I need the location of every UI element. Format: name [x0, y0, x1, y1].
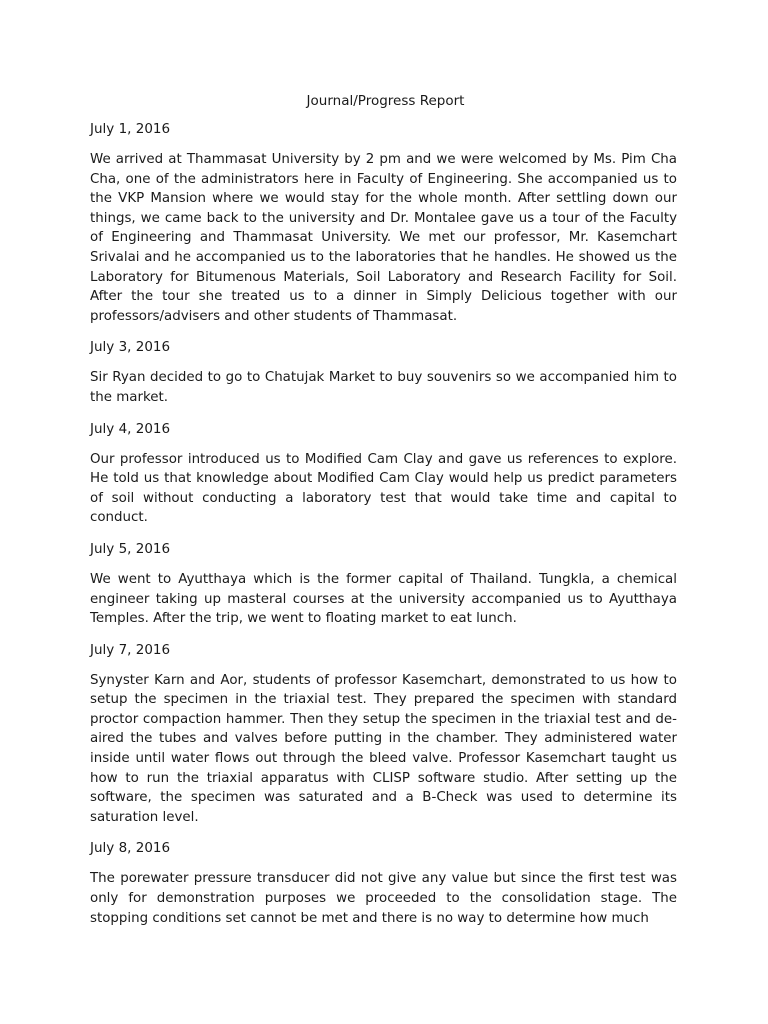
entry-date: July 7, 2016 [90, 641, 171, 658]
journal-entry [90, 337, 677, 407]
journal-entry [90, 539, 677, 629]
document-page [90, 91, 677, 939]
journal-entry [90, 419, 677, 528]
document-title: Journal/Progress Report [306, 93, 465, 109]
entry-date: July 4, 2016 [90, 420, 171, 437]
entry-text: We arrived at Thammasat University by 2 pm and we were welcomed by Ms. Pim Cha Cha, one of the administrators here in Faculty of Engineering. She accompanied us to the VKP Mansion where we would stay for the whole month. After settling down our things, we came back to the university and Dr. Montalee gave us a tour of the Faculty of Engineering and Thammasat University. We met our professor, Mr. Kasemchart Srivalai and he accompanied us to the laboratories that he handles. He showed us the Laboratory for Bitumenous Materials, Soil Laboratory and Research Facility for Soil. After the tour she treated us to a dinner in Simply Delicious together with our professors/advisers and other students of Thammasat. [90, 152, 677, 324]
journal-entry [90, 119, 677, 326]
entry-date: July 3, 2016 [90, 339, 171, 356]
journal-entry [90, 838, 677, 928]
entry-date: July 8, 2016 [90, 840, 171, 857]
entry-text: Sir Ryan decided to go to Chatujak Market to buy souvenirs so we accompanied him to the market. [90, 370, 677, 405]
entry-text: The porewater pressure transducer did not give any value but since the first test was only for demonstration purposes we proceeded to the consolidation stage. The stopping conditions set cannot be met and there is no way to determine how much [90, 871, 677, 926]
entry-date: July 5, 2016 [90, 540, 171, 557]
entry-text: We went to Ayutthaya which is the former capital of Thailand. Tungkla, a chemical engineer taking up masteral courses at the university accompanied us to Ayutthaya Temples. After the trip, we went to floating market to eat lunch. [90, 571, 677, 627]
entry-text: Synyster Karn and Aor, students of professor Kasemchart, demonstrated to us how to setup the specimen in the triaxial test. They prepared the specimen with standard proctor compaction hammer. Then they setup the specimen in the triaxial test and de-aired the tubes and valves before putting in the chamber. They administered water inside until water flows out through the bleed valve. Professor Kasemchart taught us how to run the triaxial apparatus with CLISP software studio. After setting up the software, the specimen was saturated and a B-Check was used to determine its saturation level. [90, 672, 677, 825]
journal-entry [90, 640, 677, 828]
entry-text: Our professor introduced us to Modified Cam Clay and gave us references to explore. He told us that knowledge about Modified Cam Clay would help us predict parameters of soil without conducting a laboratory test that would take time and capital to conduct. [90, 451, 677, 526]
entry-date: July 1, 2016 [90, 121, 171, 137]
